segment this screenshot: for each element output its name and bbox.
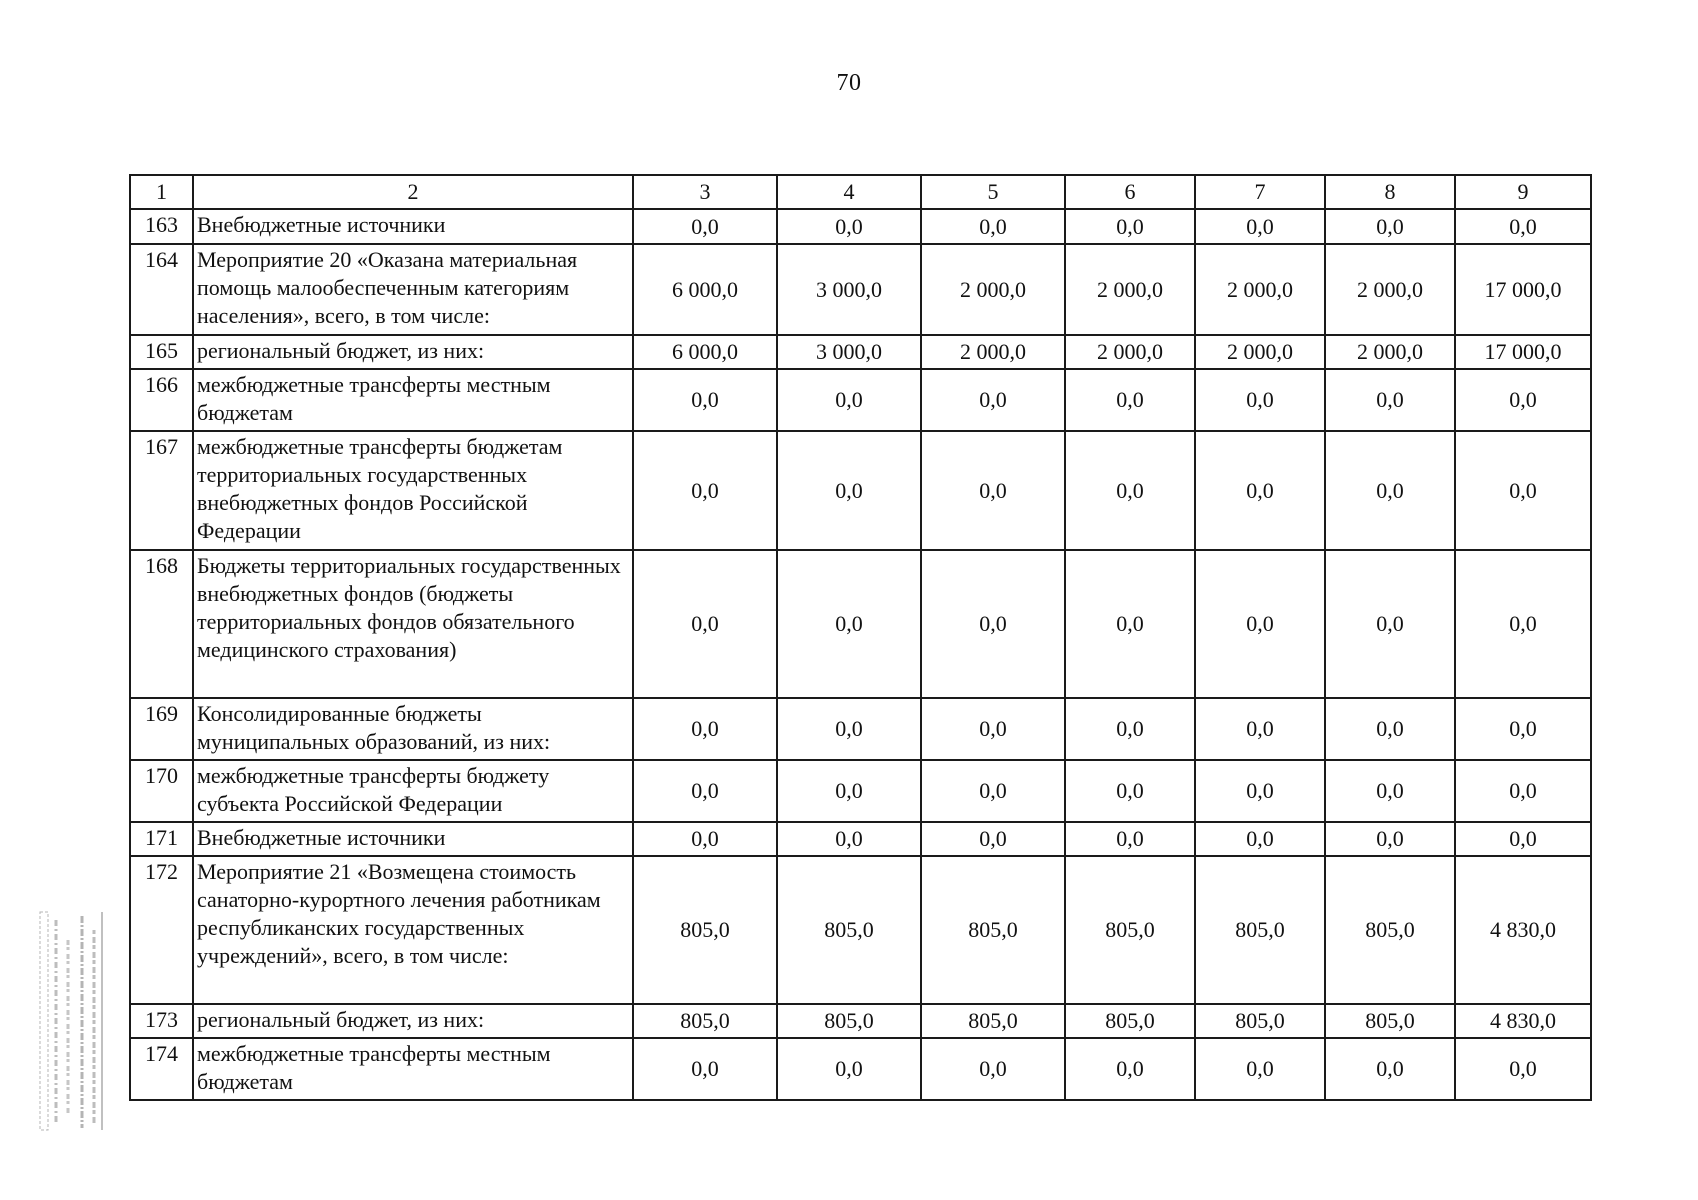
value-cell: 805,0 xyxy=(1065,856,1195,1004)
value-cell: 0,0 xyxy=(1065,822,1195,856)
value-cell: 0,0 xyxy=(1065,209,1195,244)
value-cell: 0,0 xyxy=(1195,760,1325,822)
row-name: Консолидированные бюджеты муниципальных образований, из них: xyxy=(193,698,633,760)
table-row xyxy=(130,244,1591,335)
value-cell: 805,0 xyxy=(777,1004,921,1038)
row-number: 167 xyxy=(130,431,193,550)
table-row xyxy=(130,431,1591,550)
column-header: 1 xyxy=(130,175,193,209)
column-header: 3 xyxy=(633,175,777,209)
value-cell: 0,0 xyxy=(921,760,1065,822)
value-cell: 0,0 xyxy=(633,760,777,822)
value-cell: 17 000,0 xyxy=(1455,335,1591,369)
table-row xyxy=(130,209,1591,244)
value-cell: 805,0 xyxy=(1325,1004,1455,1038)
value-cell: 2 000,0 xyxy=(1325,244,1455,335)
row-name: межбюджетные трансферты местным бюджетам xyxy=(193,369,633,431)
row-number: 168 xyxy=(130,550,193,698)
value-cell: 805,0 xyxy=(633,856,777,1004)
row-number: 165 xyxy=(130,335,193,369)
value-cell: 3 000,0 xyxy=(777,244,921,335)
value-cell: 0,0 xyxy=(1455,431,1591,550)
value-cell: 805,0 xyxy=(1195,1004,1325,1038)
value-cell: 2 000,0 xyxy=(1195,244,1325,335)
budget-table xyxy=(129,174,1592,1101)
value-cell: 0,0 xyxy=(1455,698,1591,760)
value-cell: 0,0 xyxy=(633,431,777,550)
value-cell: 0,0 xyxy=(921,369,1065,431)
value-cell: 0,0 xyxy=(633,1038,777,1100)
value-cell: 0,0 xyxy=(921,1038,1065,1100)
column-header: 6 xyxy=(1065,175,1195,209)
value-cell: 0,0 xyxy=(1325,431,1455,550)
value-cell: 0,0 xyxy=(633,209,777,244)
value-cell: 2 000,0 xyxy=(1065,244,1195,335)
value-cell: 0,0 xyxy=(1455,1038,1591,1100)
row-number: 171 xyxy=(130,822,193,856)
row-name: межбюджетные трансферты бюджету субъекта Российской Федерации xyxy=(193,760,633,822)
table-row xyxy=(130,760,1591,822)
column-header: 2 xyxy=(193,175,633,209)
value-cell: 0,0 xyxy=(1455,822,1591,856)
value-cell: 3 000,0 xyxy=(777,335,921,369)
row-name: межбюджетные трансферты местным бюджетам xyxy=(193,1038,633,1100)
value-cell: 0,0 xyxy=(1325,822,1455,856)
value-cell: 0,0 xyxy=(1065,1038,1195,1100)
value-cell: 0,0 xyxy=(1195,369,1325,431)
value-cell: 805,0 xyxy=(777,856,921,1004)
value-cell: 0,0 xyxy=(1325,1038,1455,1100)
value-cell: 0,0 xyxy=(777,209,921,244)
value-cell: 805,0 xyxy=(921,1004,1065,1038)
row-number: 163 xyxy=(130,209,193,244)
column-header: 5 xyxy=(921,175,1065,209)
row-name: межбюджетные трансферты бюджетам территориальных государственных внебюджетных фондов Российской Федерации xyxy=(193,431,633,550)
row-name: Мероприятие 21 «Возмещена стоимость санаторно-курортного лечения работникам республиканских государственных учреждений», всего, в том числе: xyxy=(193,856,633,1004)
value-cell: 0,0 xyxy=(1325,760,1455,822)
value-cell: 6 000,0 xyxy=(633,335,777,369)
value-cell: 0,0 xyxy=(1065,431,1195,550)
value-cell: 4 830,0 xyxy=(1455,1004,1591,1038)
row-number: 164 xyxy=(130,244,193,335)
scan-stamp xyxy=(34,910,106,1132)
value-cell: 17 000,0 xyxy=(1455,244,1591,335)
row-number: 172 xyxy=(130,856,193,1004)
value-cell: 0,0 xyxy=(777,698,921,760)
value-cell: 0,0 xyxy=(1455,550,1591,698)
table-header-row xyxy=(130,175,1591,209)
row-name: Внебюджетные источники xyxy=(193,209,633,244)
value-cell: 0,0 xyxy=(921,698,1065,760)
value-cell: 805,0 xyxy=(1195,856,1325,1004)
value-cell: 0,0 xyxy=(1195,431,1325,550)
value-cell: 0,0 xyxy=(921,209,1065,244)
value-cell: 0,0 xyxy=(921,822,1065,856)
row-name: Бюджеты территориальных государственных внебюджетных фондов (бюджеты территориальных фондов обязательного медицинского страхования) xyxy=(193,550,633,698)
value-cell: 0,0 xyxy=(921,550,1065,698)
value-cell: 0,0 xyxy=(1065,369,1195,431)
value-cell: 2 000,0 xyxy=(1065,335,1195,369)
value-cell: 0,0 xyxy=(1455,209,1591,244)
row-name: региональный бюджет, из них: xyxy=(193,335,633,369)
column-header: 7 xyxy=(1195,175,1325,209)
table-row xyxy=(130,856,1591,1004)
value-cell: 0,0 xyxy=(1195,1038,1325,1100)
value-cell: 0,0 xyxy=(1195,550,1325,698)
value-cell: 0,0 xyxy=(777,550,921,698)
table-row xyxy=(130,822,1591,856)
value-cell: 0,0 xyxy=(1325,698,1455,760)
column-header: 9 xyxy=(1455,175,1591,209)
value-cell: 4 830,0 xyxy=(1455,856,1591,1004)
value-cell: 0,0 xyxy=(777,431,921,550)
value-cell: 0,0 xyxy=(1065,550,1195,698)
value-cell: 0,0 xyxy=(777,1038,921,1100)
column-header: 4 xyxy=(777,175,921,209)
value-cell: 0,0 xyxy=(1195,209,1325,244)
value-cell: 0,0 xyxy=(1195,822,1325,856)
value-cell: 0,0 xyxy=(1065,760,1195,822)
table-row xyxy=(130,698,1591,760)
value-cell: 2 000,0 xyxy=(921,244,1065,335)
table-row xyxy=(130,1038,1591,1100)
value-cell: 0,0 xyxy=(633,822,777,856)
value-cell: 0,0 xyxy=(1325,209,1455,244)
table-row xyxy=(130,1004,1591,1038)
value-cell: 2 000,0 xyxy=(1325,335,1455,369)
value-cell: 805,0 xyxy=(1325,856,1455,1004)
page-number: 70 xyxy=(836,70,862,96)
value-cell: 805,0 xyxy=(921,856,1065,1004)
row-number: 169 xyxy=(130,698,193,760)
value-cell: 0,0 xyxy=(921,431,1065,550)
table-row xyxy=(130,369,1591,431)
row-number: 166 xyxy=(130,369,193,431)
value-cell: 0,0 xyxy=(633,369,777,431)
row-number: 174 xyxy=(130,1038,193,1100)
value-cell: 0,0 xyxy=(633,698,777,760)
value-cell: 0,0 xyxy=(777,369,921,431)
value-cell: 0,0 xyxy=(1325,369,1455,431)
value-cell: 0,0 xyxy=(1325,550,1455,698)
value-cell: 0,0 xyxy=(777,760,921,822)
row-number: 170 xyxy=(130,760,193,822)
value-cell: 805,0 xyxy=(1065,1004,1195,1038)
value-cell: 0,0 xyxy=(1455,760,1591,822)
value-cell: 0,0 xyxy=(777,822,921,856)
table-row xyxy=(130,550,1591,698)
value-cell: 2 000,0 xyxy=(1195,335,1325,369)
table-row xyxy=(130,335,1591,369)
row-number: 173 xyxy=(130,1004,193,1038)
value-cell: 0,0 xyxy=(1195,698,1325,760)
value-cell: 6 000,0 xyxy=(633,244,777,335)
value-cell: 805,0 xyxy=(633,1004,777,1038)
column-header: 8 xyxy=(1325,175,1455,209)
row-name: Мероприятие 20 «Оказана материальная помощь малообеспеченным категориям населения», всего, в том числе: xyxy=(193,244,633,335)
value-cell: 0,0 xyxy=(1065,698,1195,760)
value-cell: 2 000,0 xyxy=(921,335,1065,369)
row-name: региональный бюджет, из них: xyxy=(193,1004,633,1038)
row-name: Внебюджетные источники xyxy=(193,822,633,856)
value-cell: 0,0 xyxy=(1455,369,1591,431)
value-cell: 0,0 xyxy=(633,550,777,698)
